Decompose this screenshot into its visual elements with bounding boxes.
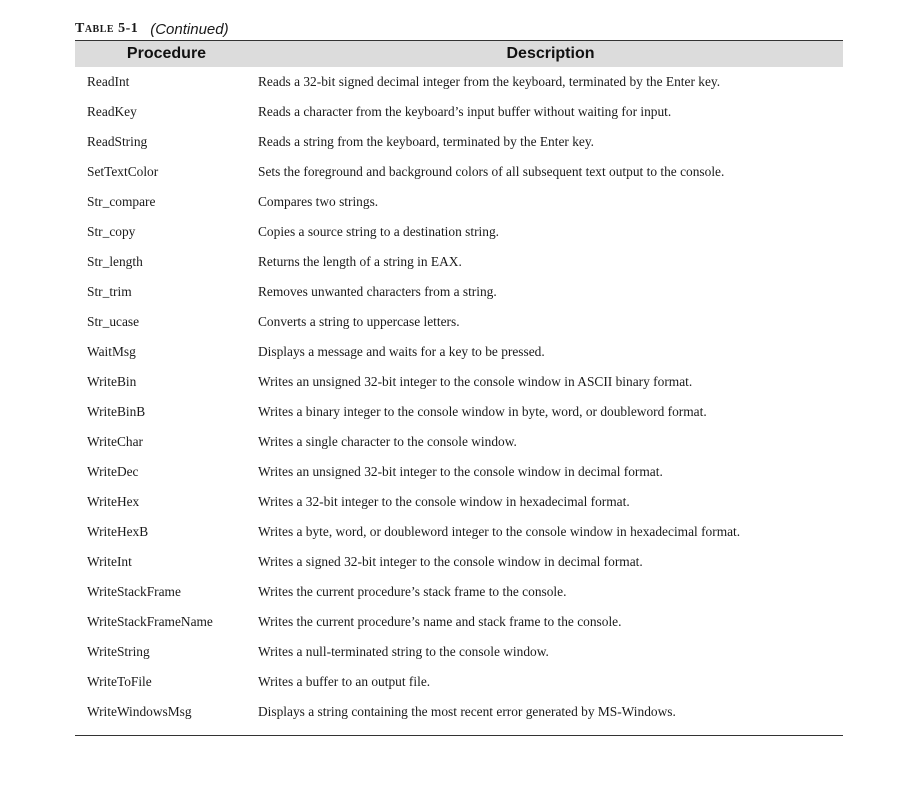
procedure-name: WriteWindowsMsg xyxy=(75,697,258,736)
table-row xyxy=(75,247,843,277)
procedure-name: ReadKey xyxy=(87,104,137,119)
procedure-description: Writes a byte, word, or doubleword integer to the console window in hexadecimal format. xyxy=(258,524,741,539)
procedures-table xyxy=(75,40,843,736)
table-header-row xyxy=(75,41,843,68)
table-caption xyxy=(75,18,843,40)
table-caption-label: Table 5-1 xyxy=(75,21,139,36)
procedure-description: Displays a string containing the most recent error generated by MS-Windows. xyxy=(258,697,843,736)
procedure-description: Writes a 32-bit integer to the console window in hexadecimal format. xyxy=(258,494,630,509)
procedure-description: Writes a null-terminated string to the console window. xyxy=(258,644,549,659)
table-caption-continued: (Continued) xyxy=(150,20,229,38)
procedure-description: Displays a message and waits for a key to be pressed. xyxy=(258,344,545,359)
procedure-description: Removes unwanted characters from a string. xyxy=(258,284,497,299)
table-row xyxy=(75,607,843,637)
header-description: Description xyxy=(506,45,595,62)
header-procedure: Procedure xyxy=(126,45,207,62)
table-row xyxy=(75,277,843,307)
procedure-name: Str_copy xyxy=(87,224,136,239)
procedure-name: Str_trim xyxy=(87,284,132,299)
table-row xyxy=(75,397,843,427)
procedure-description: Copies a source string to a destination string. xyxy=(258,224,499,239)
procedure-name: WriteBinB xyxy=(87,404,146,419)
procedure-description: Writes an unsigned 32-bit integer to the console window in ASCII binary format. xyxy=(258,374,693,389)
table-row xyxy=(75,637,843,667)
table-row xyxy=(75,487,843,517)
table-row xyxy=(75,127,843,157)
table-row xyxy=(75,187,843,217)
procedure-name: Str_compare xyxy=(87,194,156,209)
procedure-description: Writes a signed 32-bit integer to the console window in decimal format. xyxy=(258,554,643,569)
procedure-name: ReadString xyxy=(87,134,148,149)
procedure-description: Writes the current procedure’s stack frame to the console. xyxy=(258,584,567,599)
table-row xyxy=(75,547,843,577)
procedure-name: Str_length xyxy=(87,254,143,269)
procedure-name: WriteStackFrame xyxy=(87,584,181,599)
procedure-name: WriteInt xyxy=(87,554,132,569)
procedure-name: WriteToFile xyxy=(87,674,152,689)
table-row xyxy=(75,67,843,97)
table-row xyxy=(75,697,843,736)
procedure-name: WriteBin xyxy=(87,374,137,389)
table-body xyxy=(75,67,843,736)
table-row xyxy=(75,457,843,487)
table-row xyxy=(75,157,843,187)
procedure-description: Compares two strings. xyxy=(258,194,379,209)
procedure-description: Writes a binary integer to the console window in byte, word, or doubleword format. xyxy=(258,404,707,419)
table-row xyxy=(75,97,843,127)
procedure-description: Writes the current procedure’s name and stack frame to the console. xyxy=(258,614,622,629)
procedure-description: Writes a buffer to an output file. xyxy=(258,674,431,689)
procedure-name: WriteHex xyxy=(87,494,140,509)
procedure-description: Returns the length of a string in EAX. xyxy=(258,254,462,269)
procedure-name: ReadInt xyxy=(87,74,130,89)
procedure-description: Reads a character from the keyboard’s input buffer without waiting for input. xyxy=(258,104,672,119)
procedure-description: Writes a single character to the console window. xyxy=(258,434,517,449)
procedure-name: Str_ucase xyxy=(87,314,140,329)
procedure-description: Sets the foreground and background colors of all subsequent text output to the console. xyxy=(258,164,725,179)
procedure-description: Reads a 32-bit signed decimal integer from the keyboard, terminated by the Enter key. xyxy=(258,74,721,89)
table-row xyxy=(75,577,843,607)
procedure-name: WriteDec xyxy=(87,464,139,479)
procedure-name: WriteChar xyxy=(87,434,143,449)
table-row xyxy=(75,667,843,697)
procedure-description: Writes an unsigned 32-bit integer to the console window in decimal format. xyxy=(258,464,663,479)
procedure-name: WriteStackFrameName xyxy=(87,614,213,629)
procedure-name: WaitMsg xyxy=(87,344,136,359)
procedure-description: Converts a string to uppercase letters. xyxy=(258,314,460,329)
table-row xyxy=(75,367,843,397)
table-row xyxy=(75,427,843,457)
table-row xyxy=(75,217,843,247)
table-row xyxy=(75,307,843,337)
table-row xyxy=(75,517,843,547)
page xyxy=(75,18,843,736)
table-header xyxy=(75,41,843,68)
procedure-name: WriteString xyxy=(87,644,150,659)
table-row xyxy=(75,337,843,367)
procedure-name: WriteHexB xyxy=(87,524,149,539)
procedure-description: Reads a string from the keyboard, terminated by the Enter key. xyxy=(258,134,595,149)
procedure-name: SetTextColor xyxy=(87,164,159,179)
